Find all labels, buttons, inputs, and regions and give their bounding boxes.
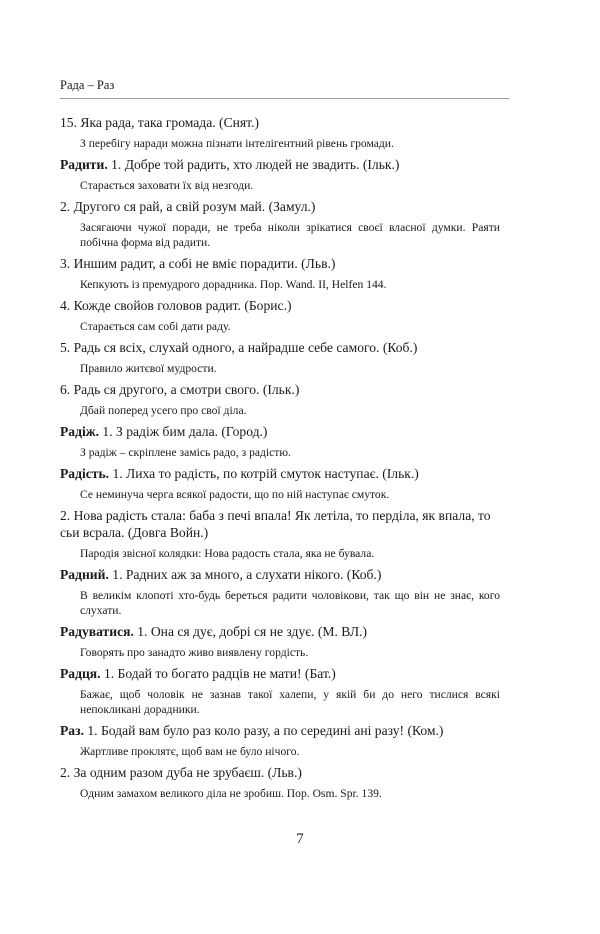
- proverb-text: [60, 665, 500, 682]
- proverb-commentary: З радіж – скріплене замісь радо, з радістю.: [80, 446, 291, 459]
- proverb-text: [60, 114, 500, 131]
- proverb-text: [60, 722, 500, 739]
- proverb-body: 1. Добре той радить, хто людей не звадить. (Ільк.): [107, 157, 400, 172]
- proverb-commentary: Старається сам собі дати раду.: [80, 320, 231, 333]
- proverb-text: [60, 566, 500, 583]
- proverb-body: 5. Радь ся всіх, слухай одного, а найрадше себе самого. (Коб.): [60, 340, 418, 355]
- page-number: 7: [296, 831, 304, 847]
- headword: Радість.: [60, 466, 110, 481]
- proverb-entry: [60, 423, 500, 460]
- proverb-entry: [60, 722, 500, 759]
- proverb-commentary: Се неминуча черга всякої радости, що по ній наступає смуток.: [80, 488, 390, 501]
- proverb-entry: [60, 566, 500, 618]
- proverb-commentary: Старається заховати їх від незгоди.: [80, 179, 254, 192]
- proverb-entry: [60, 297, 500, 334]
- proverb-commentary: Пародія звісної колядки: Нова радость стала, яка не бувала.: [80, 547, 375, 560]
- proverb-entry: [60, 198, 500, 250]
- proverb-body: 2. Нова радість стала: баба з печі впала! Як летіла, то перділа, як впала, то сьи всрала. (Довга Войн.): [60, 508, 491, 540]
- proverb-entry: [60, 507, 500, 561]
- proverb-body: 1. Радних аж за много, а слухати нікого. (Коб.): [108, 567, 382, 582]
- running-header: Рада – Раз: [60, 78, 509, 99]
- headword: Радний.: [60, 567, 109, 582]
- proverb-commentary: Жартливе проклятє, щоб вам не було нічого.: [80, 745, 300, 758]
- proverb-text: [60, 339, 500, 356]
- proverb-text: [60, 465, 500, 482]
- proverb-body: 1. Бодай вам було раз коло разу, а по середині ані разу! (Ком.): [83, 723, 444, 738]
- proverb-commentary: Засягаючи чужої поради, не треба ніколи зрікатися своєї власної думки. Раяти побічна форма від радити.: [80, 221, 500, 249]
- proverb-commentary: Бажає, щоб чоловік не зазнав такої халепи, у якій би до него тислися всякі непокликані дорадники.: [80, 688, 500, 716]
- proverb-entry: [60, 623, 500, 660]
- proverb-text: [60, 156, 500, 173]
- proverb-text: [60, 423, 500, 440]
- proverb-text: [60, 764, 500, 781]
- proverb-text: [60, 381, 500, 398]
- proverb-commentary: Одним замахом великого діла не зробиш. Пор. Osm. Spr. 139.: [80, 787, 382, 800]
- proverb-commentary: Кепкують із премудрого дорадника. Пор. Wand. II, Helfen 144.: [80, 278, 387, 291]
- proverb-commentary: Правило житєвої мудрости.: [80, 362, 217, 375]
- proverb-body: 15. Яка рада, така громада. (Снят.): [60, 115, 260, 130]
- proverb-body: 2. Другого ся рай, а свій розум май. (Замул.): [60, 199, 316, 214]
- proverb-entry: [60, 381, 500, 418]
- headword: Раз.: [60, 723, 84, 738]
- proverb-body: 2. За одним разом дуба не зрубаєш. (Льв.): [60, 765, 302, 780]
- proverb-commentary: З перебігу наради можна пізнати інтелігентний рівень громади.: [80, 137, 394, 150]
- headword: Радіж.: [60, 424, 100, 439]
- proverb-text: [60, 297, 500, 314]
- proverb-entry: [60, 465, 500, 502]
- proverb-list: [60, 114, 500, 806]
- proverb-text: [60, 198, 500, 215]
- headword: Радуватися.: [60, 624, 134, 639]
- proverb-entry: [60, 114, 500, 151]
- proverb-commentary: В великім клопоті хто-будь береться радити чоловікови, так що він не знає, кого слухати.: [80, 589, 500, 617]
- proverb-text: [60, 507, 500, 541]
- proverb-entry: [60, 665, 500, 717]
- proverb-commentary: Говорять про занадто живо виявлену гордість.: [80, 646, 309, 659]
- headword: Радця.: [60, 666, 101, 681]
- proverb-body: 4. Кожде свойов головов радит. (Борис.): [60, 298, 292, 313]
- proverb-body: 1. З радіж бим дала. (Город.): [99, 424, 268, 439]
- proverb-body: 3. Иншим радит, а собі не вміє порадити. (Льв.): [60, 256, 336, 271]
- headword: Радити.: [60, 157, 108, 172]
- proverb-entry: [60, 339, 500, 376]
- proverb-body: 6. Радь ся другого, а смотри свого. (Ільк.): [60, 382, 300, 397]
- proverb-entry: [60, 156, 500, 193]
- proverb-body: 1. Лиха то радість, по котрій смуток наступає. (Ільк.): [109, 466, 419, 481]
- proverb-body: 1. Бодай то богато радців не мати! (Бат.): [100, 666, 336, 681]
- proverb-entry: [60, 255, 500, 292]
- proverb-entry: [60, 764, 500, 801]
- proverb-text: [60, 623, 500, 640]
- proverb-text: [60, 255, 500, 272]
- proverb-body: 1. Она ся дує, добрі ся не здує. (М. ВЛ.): [133, 624, 367, 639]
- proverb-commentary: Дбай поперед усего про свої діла.: [80, 404, 247, 417]
